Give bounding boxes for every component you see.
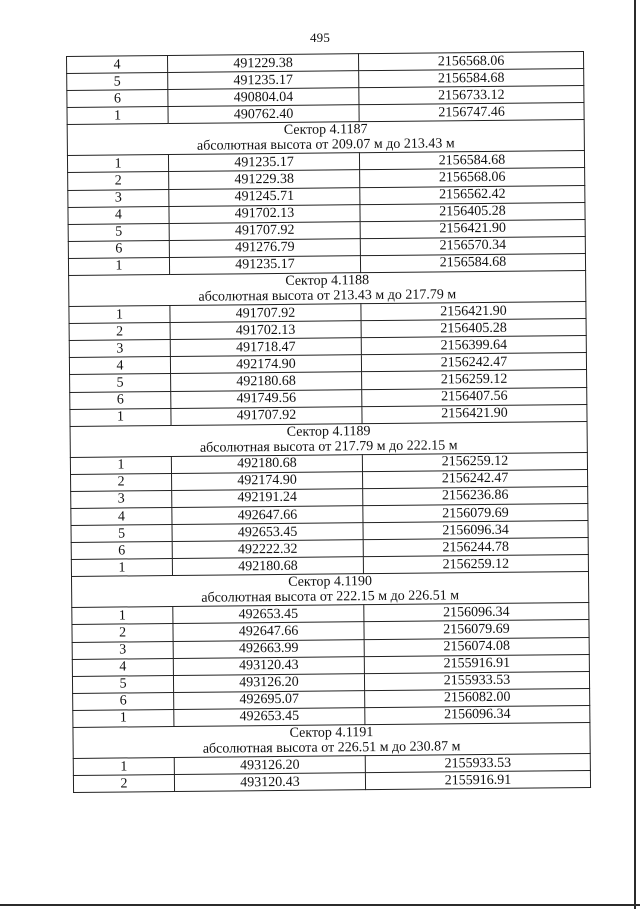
point-number-cell: 5 — [72, 675, 173, 693]
x-coordinate-cell: 491276.79 — [169, 239, 360, 258]
point-number-cell: 6 — [73, 692, 174, 710]
sector-altitude: абсолютная высота от 222.15 м до 226.51 м — [72, 587, 589, 607]
sector-title: Сектор 4.1189 — [70, 421, 587, 441]
y-coordinate-cell: 2156079.69 — [364, 620, 589, 639]
coordinates-table — [66, 51, 591, 793]
sector-altitude: абсолютная высота от 217.79 м до 222.15 м — [70, 437, 587, 457]
x-coordinate-cell: 492653.45 — [174, 708, 365, 727]
y-coordinate-cell: 2155933.53 — [364, 671, 589, 690]
point-number-cell: 3 — [72, 641, 173, 659]
y-coordinate-cell: 2156733.12 — [359, 86, 584, 105]
point-number-cell: 2 — [71, 473, 172, 491]
y-coordinate-cell: 2156568.06 — [360, 168, 585, 187]
sector-altitude: абсолютная высота от 213.43 м до 217.79 м — [69, 286, 586, 306]
point-number-cell: 3 — [69, 340, 170, 358]
table-row — [73, 771, 590, 793]
x-coordinate-cell: 490804.04 — [168, 88, 359, 107]
coordinates-sheet — [66, 51, 587, 793]
x-coordinate-cell: 492180.68 — [171, 372, 362, 391]
y-coordinate-cell: 2156242.47 — [363, 469, 588, 488]
x-coordinate-cell: 491702.13 — [169, 204, 360, 223]
y-coordinate-cell: 2155916.91 — [365, 771, 590, 790]
point-number-cell: 1 — [67, 155, 168, 173]
y-coordinate-cell: 2156421.90 — [360, 219, 585, 238]
y-coordinate-cell: 2156242.47 — [361, 353, 586, 372]
y-coordinate-cell: 2156562.42 — [360, 185, 585, 204]
x-coordinate-cell: 491707.92 — [170, 304, 361, 323]
y-coordinate-cell: 2156096.34 — [363, 521, 588, 540]
y-coordinate-cell: 2156079.69 — [363, 503, 588, 522]
sector-title: Сектор 4.1187 — [67, 120, 584, 140]
x-coordinate-cell: 492191.24 — [172, 489, 363, 508]
point-number-cell: 4 — [67, 56, 168, 74]
point-number-cell: 4 — [69, 357, 170, 375]
page-number: 495 — [309, 30, 331, 45]
point-number-cell: 1 — [68, 257, 169, 275]
x-coordinate-cell: 492653.45 — [172, 523, 363, 542]
y-coordinate-cell: 2156405.28 — [360, 202, 585, 221]
point-number-cell: 6 — [71, 542, 172, 560]
x-coordinate-cell: 492222.32 — [172, 540, 363, 559]
point-number-cell: 4 — [71, 507, 172, 525]
y-coordinate-cell: 2156747.46 — [359, 103, 584, 122]
x-coordinate-cell: 492695.07 — [174, 690, 365, 709]
y-coordinate-cell: 2156407.56 — [362, 387, 587, 406]
point-number-cell: 1 — [72, 607, 173, 625]
sector-title: Сектор 4.1188 — [69, 271, 586, 291]
point-number-cell: 1 — [69, 306, 170, 324]
x-coordinate-cell: 492663.99 — [173, 639, 364, 658]
sector-title: Сектор 4.1191 — [73, 723, 590, 743]
x-coordinate-cell: 491718.47 — [170, 338, 361, 357]
coordinates-table-body — [67, 52, 591, 793]
point-number-cell: 5 — [67, 73, 168, 91]
y-coordinate-cell: 2156074.08 — [364, 637, 589, 656]
point-number-cell: 5 — [68, 223, 169, 241]
point-number-cell: 1 — [73, 709, 174, 727]
y-coordinate-cell: 2156584.68 — [359, 151, 584, 170]
y-coordinate-cell: 2156405.28 — [361, 319, 586, 338]
y-coordinate-cell: 2156570.34 — [360, 236, 585, 255]
x-coordinate-cell: 491229.38 — [169, 170, 360, 189]
x-coordinate-cell: 491235.17 — [168, 153, 359, 172]
point-number-cell: 2 — [68, 172, 169, 190]
y-coordinate-cell: 2156259.12 — [362, 370, 587, 389]
y-coordinate-cell: 2155916.91 — [364, 654, 589, 673]
sector-altitude: абсолютная высота от 209.07 м до 213.43 м — [67, 135, 584, 155]
point-number-cell: 4 — [72, 658, 173, 676]
y-coordinate-cell: 2156259.12 — [363, 555, 588, 574]
y-coordinate-cell: 2156584.68 — [359, 69, 584, 88]
point-number-cell: 2 — [73, 775, 174, 793]
y-coordinate-cell: 2156421.90 — [361, 302, 586, 321]
point-number-cell: 1 — [70, 408, 171, 426]
y-coordinate-cell: 2156096.34 — [365, 705, 590, 724]
x-coordinate-cell: 492647.66 — [172, 506, 363, 525]
y-coordinate-cell: 2155933.53 — [365, 754, 590, 773]
x-coordinate-cell: 493126.20 — [174, 756, 365, 775]
x-coordinate-cell: 492174.90 — [170, 355, 361, 374]
point-number-cell: 1 — [67, 107, 168, 125]
y-coordinate-cell: 2156259.12 — [362, 452, 587, 471]
scan-edge-right — [634, 0, 636, 909]
x-coordinate-cell: 491235.17 — [168, 71, 359, 90]
y-coordinate-cell: 2156584.68 — [360, 253, 585, 272]
x-coordinate-cell: 491235.17 — [169, 256, 360, 275]
y-coordinate-cell: 2156244.78 — [363, 538, 588, 557]
point-number-cell: 5 — [70, 374, 171, 392]
point-number-cell: 3 — [68, 189, 169, 207]
point-number-cell: 3 — [71, 490, 172, 508]
point-number-cell: 5 — [71, 525, 172, 543]
x-coordinate-cell: 491245.71 — [169, 187, 360, 206]
x-coordinate-cell: 492653.45 — [173, 605, 364, 624]
point-number-cell: 6 — [70, 391, 171, 409]
sector-title: Сектор 4.1190 — [71, 572, 588, 592]
y-coordinate-cell: 2156082.00 — [365, 688, 590, 707]
y-coordinate-cell: 2156399.64 — [361, 336, 586, 355]
x-coordinate-cell: 492174.90 — [172, 471, 363, 490]
x-coordinate-cell: 490762.40 — [168, 105, 359, 124]
point-number-cell: 4 — [68, 206, 169, 224]
x-coordinate-cell: 492180.68 — [171, 454, 362, 473]
sector-altitude: абсолютная высота от 226.51 м до 230.87 м — [73, 738, 590, 758]
x-coordinate-cell: 493120.43 — [174, 773, 365, 792]
y-coordinate-cell: 2156096.34 — [364, 603, 589, 622]
scan-edge-bottom — [0, 904, 640, 906]
point-number-cell: 2 — [72, 624, 173, 642]
x-coordinate-cell: 492180.68 — [172, 557, 363, 576]
x-coordinate-cell: 491749.56 — [171, 389, 362, 408]
x-coordinate-cell: 491707.92 — [171, 406, 362, 425]
y-coordinate-cell: 2156568.06 — [358, 52, 583, 71]
point-number-cell: 6 — [67, 90, 168, 108]
point-number-cell: 2 — [69, 323, 170, 341]
x-coordinate-cell: 491707.92 — [169, 221, 360, 240]
x-coordinate-cell: 492647.66 — [173, 622, 364, 641]
point-number-cell: 1 — [71, 559, 172, 577]
x-coordinate-cell: 493120.43 — [173, 656, 364, 675]
point-number-cell: 1 — [73, 757, 174, 775]
point-number-cell: 6 — [68, 240, 169, 258]
y-coordinate-cell: 2156236.86 — [363, 486, 588, 505]
x-coordinate-cell: 491229.38 — [168, 54, 359, 73]
x-coordinate-cell: 493126.20 — [173, 673, 364, 692]
y-coordinate-cell: 2156421.90 — [362, 404, 587, 423]
x-coordinate-cell: 491702.13 — [170, 321, 361, 340]
point-number-cell: 1 — [70, 456, 171, 474]
